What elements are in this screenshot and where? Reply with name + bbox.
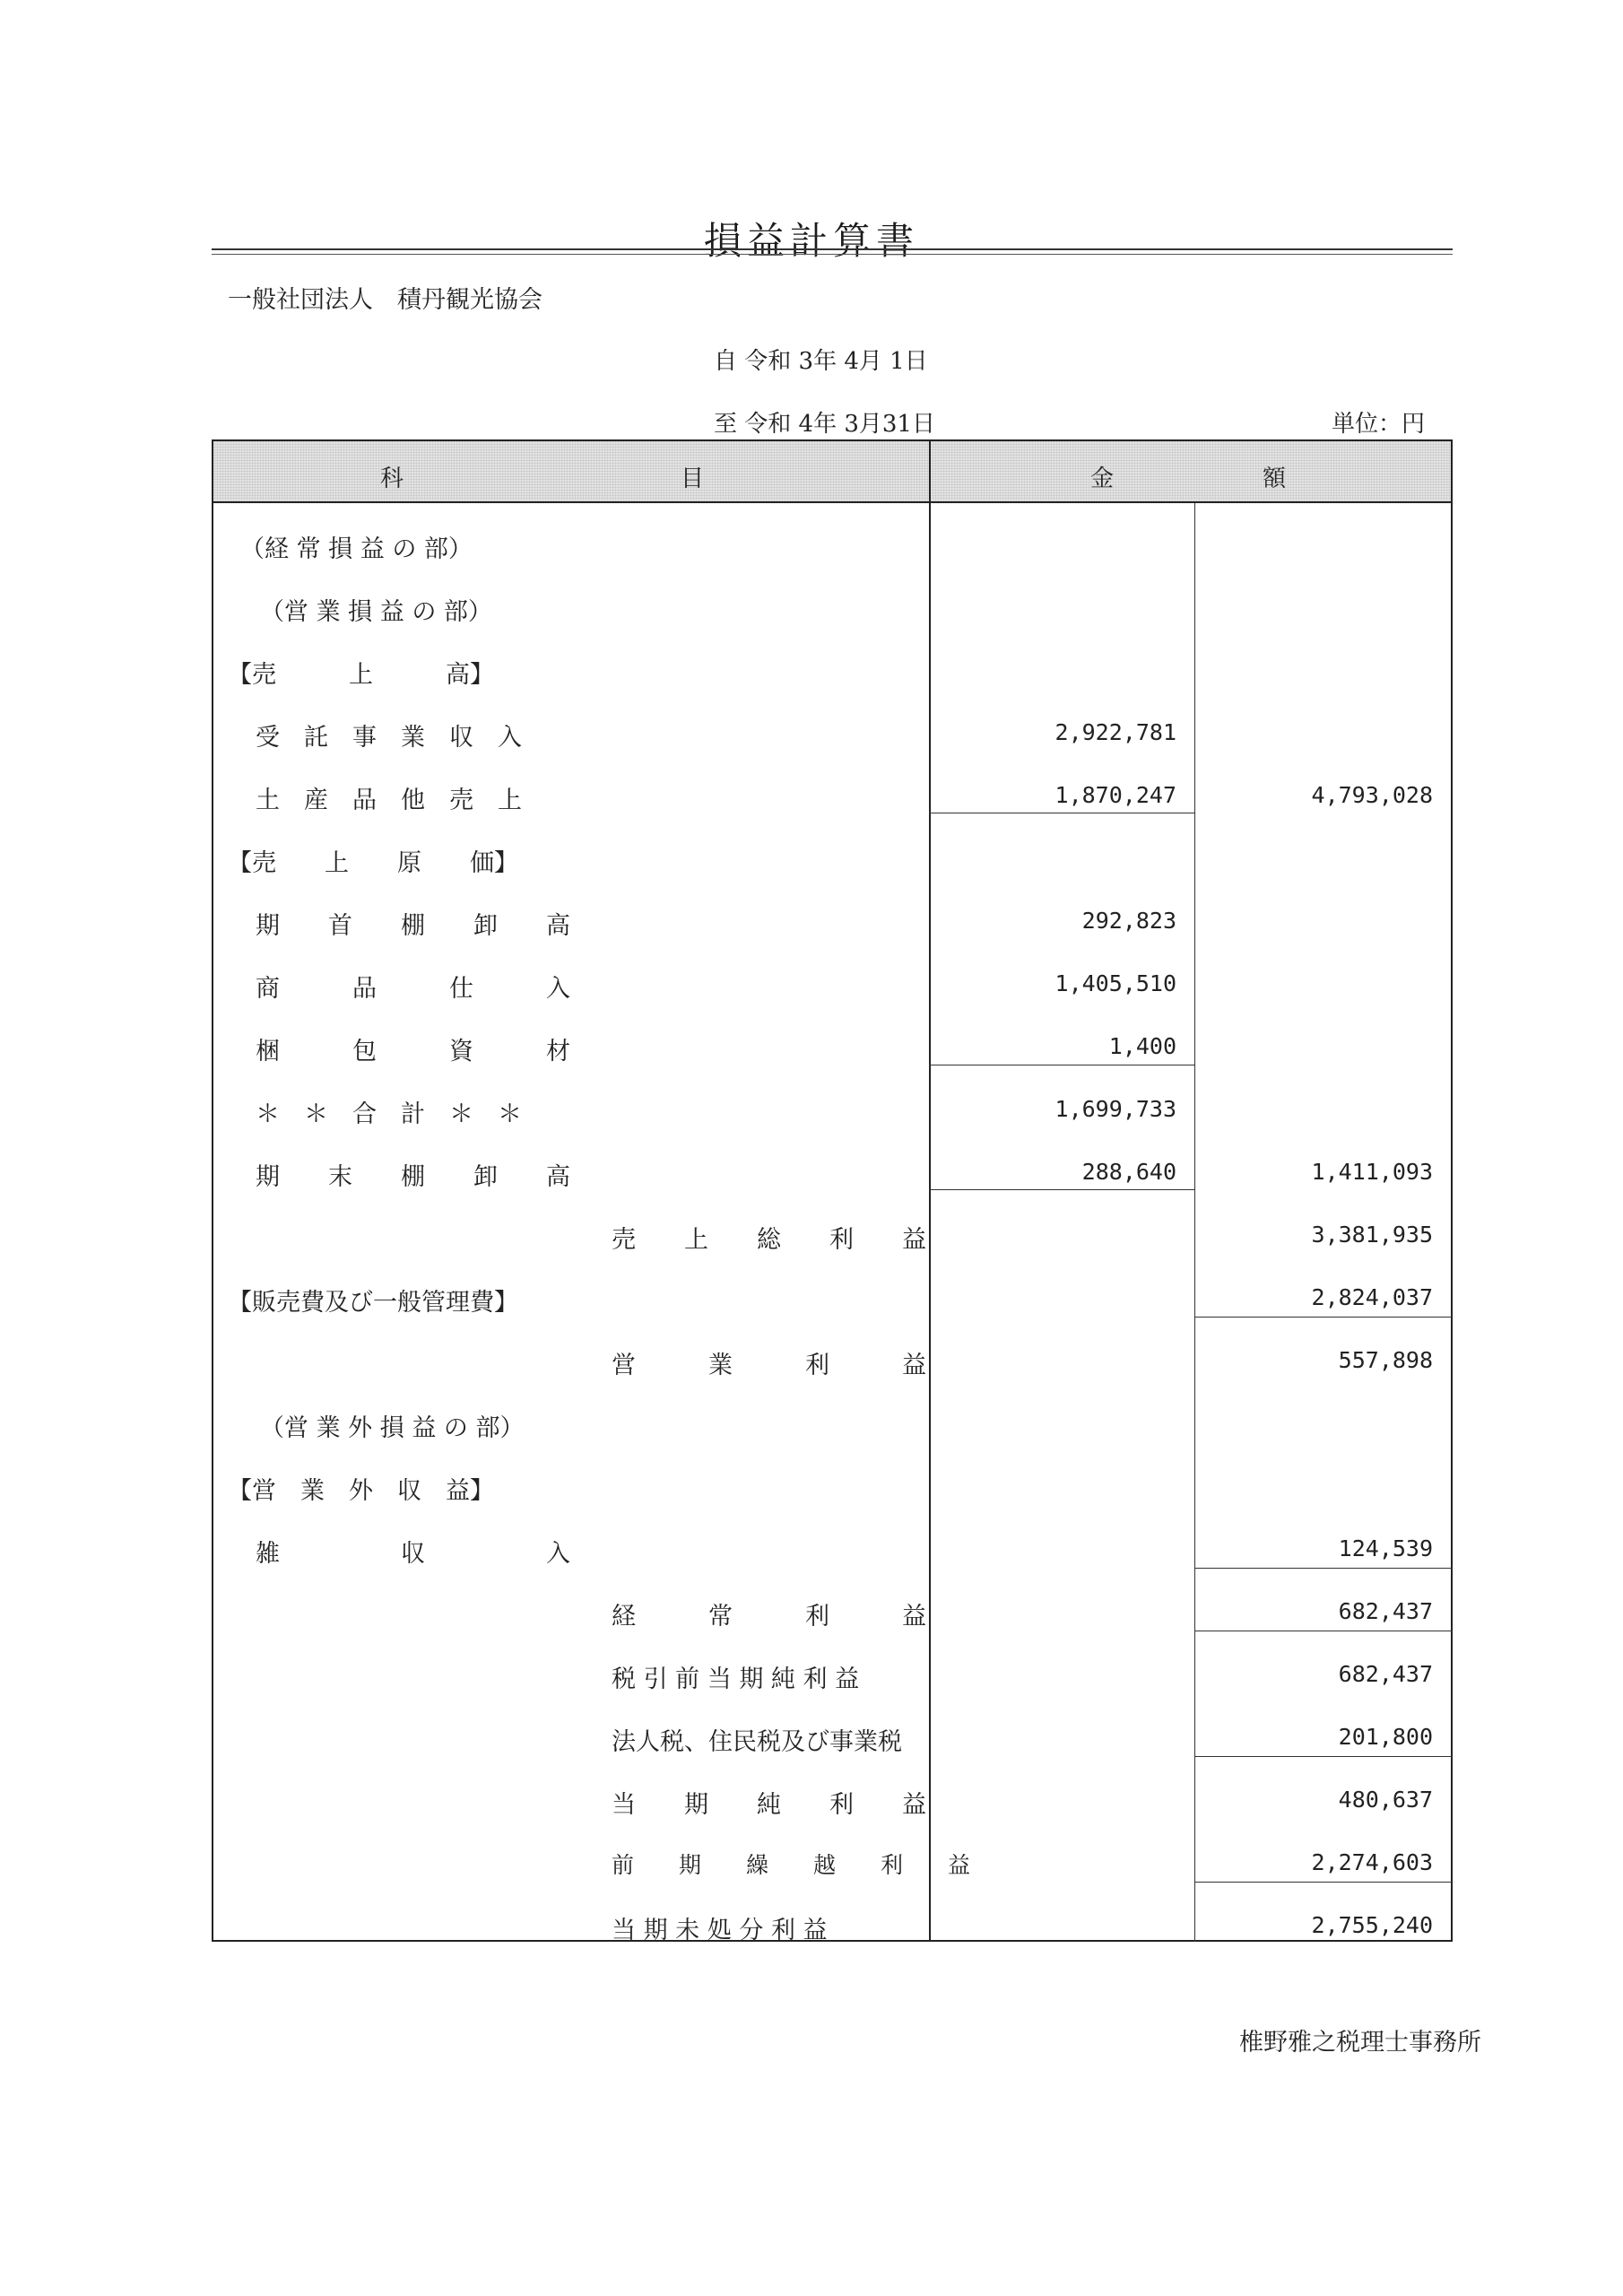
item-unappropriated-earnings: 当 期 未 処 分 利 益 <box>612 1917 828 1944</box>
subtotal-rule <box>1194 1568 1453 1569</box>
amount-miscellaneous-income: 124,539 <box>1338 1535 1433 1561</box>
subtotal-rule <box>1194 1756 1453 1757</box>
subtotal-rule <box>929 1189 1194 1190</box>
category-sga-expenses: 【販売費及び一般管理費】 <box>228 1289 518 1317</box>
category-cost-of-sales: 【売 上 原 価】 <box>228 849 518 877</box>
item-income-taxes: 法人税、住民税及び事業税 <box>612 1728 902 1756</box>
item-pretax-income: 税 引 前 当 期 純 利 益 <box>612 1665 860 1693</box>
organization-name: 一般社団法人 積丹観光協会 <box>228 286 542 314</box>
item-operating-profit: 営 業 利 益 <box>612 1352 926 1379</box>
category-non-operating-income: 【営 業 外 収 益】 <box>228 1477 494 1505</box>
header-amount-2: 額 <box>1263 465 1287 492</box>
header-subject-2: 目 <box>681 465 705 492</box>
amount-subtotal: 1,699,733 <box>1055 1096 1176 1122</box>
column-divider-amount <box>1194 503 1195 1942</box>
item-gross-profit: 売 上 総 利 益 <box>612 1226 926 1254</box>
total-sales: 4,793,028 <box>1311 782 1433 808</box>
amount-closing-inventory: 288,640 <box>1081 1159 1176 1185</box>
section-operating-profit-loss: （営 業 損 益 の 部） <box>260 598 492 626</box>
header-amount-1: 金 <box>1090 465 1115 492</box>
amount-packing-materials: 1,400 <box>1108 1033 1176 1059</box>
item-miscellaneous-income: 雑 収 入 <box>256 1540 570 1568</box>
amount-sga-expenses: 2,824,037 <box>1311 1284 1433 1310</box>
item-opening-inventory: 期 首 棚 卸 高 <box>256 912 570 940</box>
amount-opening-inventory: 292,823 <box>1081 908 1176 934</box>
unit-label: 単位：円 <box>1332 411 1426 438</box>
subtotal-rule <box>1194 1317 1453 1318</box>
amount-souvenir-sales: 1,870,247 <box>1055 782 1176 808</box>
total-cost-of-sales: 1,411,093 <box>1311 1159 1433 1185</box>
period-to: 至 令和 4年 3月31日 <box>714 411 935 438</box>
amount-unappropriated-earnings: 2,755,240 <box>1311 1912 1433 1938</box>
subtotal-rule <box>1194 1882 1453 1883</box>
section-ordinary-profit-loss: （経 常 損 益 の 部） <box>240 535 473 563</box>
item-subtotal: ＊ ＊ 合 計 ＊ ＊ <box>256 1100 522 1128</box>
amount-ordinary-profit: 682,437 <box>1338 1598 1433 1624</box>
amount-pretax-income: 682,437 <box>1338 1661 1433 1687</box>
item-souvenir-sales: 土 産 品 他 売 上 <box>256 787 522 814</box>
title-rule-thin <box>212 254 1453 255</box>
document-title: 損益計算書 <box>703 219 919 263</box>
amount-gross-profit: 3,381,935 <box>1311 1222 1433 1248</box>
amount-net-income: 480,637 <box>1338 1787 1433 1813</box>
category-sales: 【売 上 高】 <box>228 661 494 689</box>
amount-income-taxes: 201,800 <box>1338 1724 1433 1750</box>
item-ordinary-profit: 経 常 利 益 <box>612 1603 926 1631</box>
amount-operating-profit: 557,898 <box>1338 1347 1433 1373</box>
amount-purchases: 1,405,510 <box>1055 970 1176 996</box>
accounting-office-name: 椎野雅之税理士事務所 <box>1239 2029 1481 2057</box>
column-divider-subject-amount <box>929 439 931 1942</box>
item-consignment-revenue: 受 託 事 業 収 入 <box>256 724 522 752</box>
section-non-operating: （営 業 外 損 益 の 部） <box>260 1414 525 1442</box>
item-closing-inventory: 期 末 棚 卸 高 <box>256 1163 570 1191</box>
item-packing-materials: 梱 包 資 材 <box>256 1038 570 1065</box>
item-retained-earnings-brought-forward: 前 期 繰 越 利 益 <box>612 1852 971 1878</box>
amount-consignment-revenue: 2,922,781 <box>1055 719 1176 745</box>
item-purchases: 商 品 仕 入 <box>256 975 570 1003</box>
header-subject-1: 科 <box>380 465 404 492</box>
period-from: 自 令和 3年 4月 1日 <box>714 348 928 375</box>
amount-retained-earnings-brought-forward: 2,274,603 <box>1311 1849 1433 1875</box>
item-net-income: 当 期 純 利 益 <box>612 1791 926 1819</box>
title-rule <box>212 248 1453 250</box>
